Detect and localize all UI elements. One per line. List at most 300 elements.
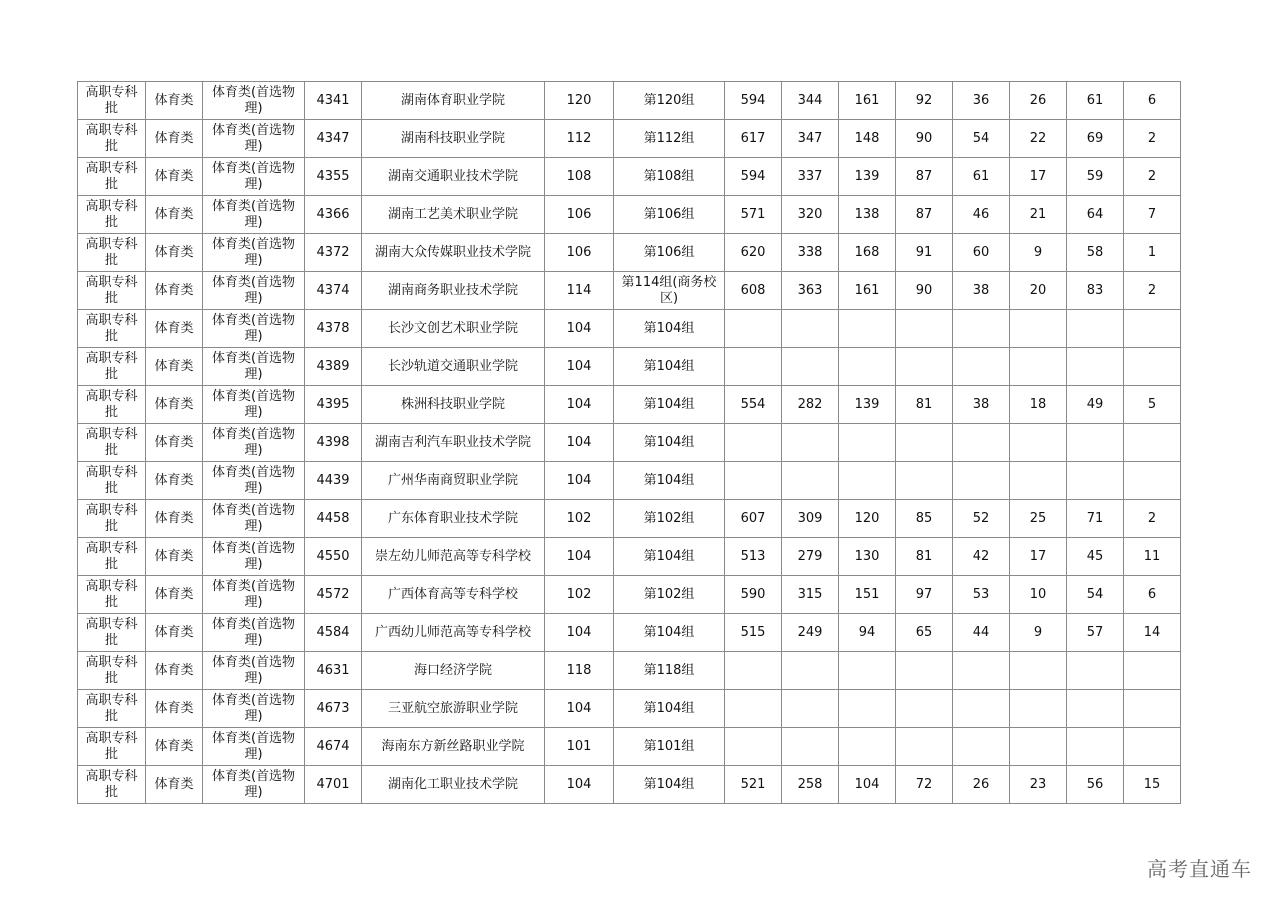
table-cell: 第104组 xyxy=(614,424,725,462)
table-cell xyxy=(839,310,896,348)
table-cell: 26 xyxy=(1010,82,1067,120)
table-cell: 101 xyxy=(545,728,614,766)
table-cell xyxy=(1124,348,1181,386)
table-cell: 59 xyxy=(1067,158,1124,196)
table-cell: 72 xyxy=(896,766,953,804)
table-row xyxy=(78,234,1181,272)
table-row xyxy=(78,462,1181,500)
table-cell: 体育类(首选物理) xyxy=(203,424,305,462)
table-cell: 第104组 xyxy=(614,310,725,348)
table-cell: 90 xyxy=(896,272,953,310)
table-cell: 广西幼儿师范高等专科学校 xyxy=(362,614,545,652)
table-cell: 广西体育高等专科学校 xyxy=(362,576,545,614)
table-cell: 594 xyxy=(725,82,782,120)
table-cell: 38 xyxy=(953,272,1010,310)
table-cell: 第104组 xyxy=(614,614,725,652)
table-cell xyxy=(839,348,896,386)
table-cell: 106 xyxy=(545,196,614,234)
table-cell xyxy=(1067,310,1124,348)
table-cell xyxy=(1067,348,1124,386)
table-cell: 高职专科批 xyxy=(78,234,146,272)
table-cell: 高职专科批 xyxy=(78,158,146,196)
table-cell: 168 xyxy=(839,234,896,272)
table-cell xyxy=(782,348,839,386)
table-cell: 114 xyxy=(545,272,614,310)
table-cell xyxy=(1010,348,1067,386)
table-cell: 104 xyxy=(545,424,614,462)
table-cell: 体育类 xyxy=(146,766,203,804)
table-cell xyxy=(839,424,896,462)
table-cell: 21 xyxy=(1010,196,1067,234)
table-cell: 10 xyxy=(1010,576,1067,614)
table-cell: 104 xyxy=(545,690,614,728)
table-cell: 138 xyxy=(839,196,896,234)
table-cell: 高职专科批 xyxy=(78,728,146,766)
table-cell: 体育类(首选物理) xyxy=(203,348,305,386)
table-cell: 52 xyxy=(953,500,1010,538)
table-cell: 4389 xyxy=(305,348,362,386)
table-cell: 湖南大众传媒职业技术学院 xyxy=(362,234,545,272)
table-cell: 4372 xyxy=(305,234,362,272)
table-cell: 4341 xyxy=(305,82,362,120)
table-cell: 4673 xyxy=(305,690,362,728)
table-cell: 104 xyxy=(545,310,614,348)
table-cell xyxy=(1010,728,1067,766)
table-cell: 60 xyxy=(953,234,1010,272)
table-cell: 2 xyxy=(1124,500,1181,538)
table-cell: 97 xyxy=(896,576,953,614)
table-cell: 高职专科批 xyxy=(78,690,146,728)
table-cell xyxy=(1067,462,1124,500)
table-cell: 337 xyxy=(782,158,839,196)
table-row xyxy=(78,158,1181,196)
table-cell: 7 xyxy=(1124,196,1181,234)
table-cell: 体育类 xyxy=(146,652,203,690)
table-row xyxy=(78,196,1181,234)
table-cell xyxy=(725,728,782,766)
table-cell: 高职专科批 xyxy=(78,652,146,690)
table-cell: 4378 xyxy=(305,310,362,348)
table-cell: 4366 xyxy=(305,196,362,234)
table-cell: 体育类(首选物理) xyxy=(203,766,305,804)
table-cell: 4395 xyxy=(305,386,362,424)
table-row xyxy=(78,500,1181,538)
table-cell: 20 xyxy=(1010,272,1067,310)
table-cell: 130 xyxy=(839,538,896,576)
table-row xyxy=(78,690,1181,728)
table-cell: 体育类(首选物理) xyxy=(203,310,305,348)
table-cell: 体育类 xyxy=(146,576,203,614)
table-cell: 608 xyxy=(725,272,782,310)
table-cell: 258 xyxy=(782,766,839,804)
table-cell: 海南东方新丝路职业学院 xyxy=(362,728,545,766)
table-row xyxy=(78,766,1181,804)
table-cell: 湖南商务职业技术学院 xyxy=(362,272,545,310)
table-cell: 体育类(首选物理) xyxy=(203,690,305,728)
table-cell: 282 xyxy=(782,386,839,424)
table-cell: 61 xyxy=(953,158,1010,196)
table-cell: 344 xyxy=(782,82,839,120)
table-cell: 广东体育职业技术学院 xyxy=(362,500,545,538)
table-cell: 87 xyxy=(896,196,953,234)
table-cell: 体育类 xyxy=(146,728,203,766)
table-cell xyxy=(1067,652,1124,690)
table-cell: 体育类 xyxy=(146,158,203,196)
table-cell: 22 xyxy=(1010,120,1067,158)
table-cell xyxy=(725,652,782,690)
table-cell: 65 xyxy=(896,614,953,652)
table-cell xyxy=(1067,424,1124,462)
table-cell: 体育类 xyxy=(146,82,203,120)
table-cell: 广州华南商贸职业学院 xyxy=(362,462,545,500)
table-cell xyxy=(1124,310,1181,348)
admissions-table xyxy=(77,81,1181,804)
table-cell xyxy=(782,462,839,500)
table-row xyxy=(78,728,1181,766)
table-cell: 112 xyxy=(545,120,614,158)
table-cell: 第102组 xyxy=(614,576,725,614)
table-cell: 26 xyxy=(953,766,1010,804)
table-cell xyxy=(782,310,839,348)
table-cell: 69 xyxy=(1067,120,1124,158)
table-cell: 高职专科批 xyxy=(78,424,146,462)
table-cell xyxy=(725,690,782,728)
table-body xyxy=(78,82,1181,804)
table-cell xyxy=(1124,652,1181,690)
table-cell: 42 xyxy=(953,538,1010,576)
table-cell xyxy=(782,728,839,766)
table-cell: 17 xyxy=(1010,158,1067,196)
table-cell: 第112组 xyxy=(614,120,725,158)
table-cell: 第104组 xyxy=(614,538,725,576)
table-cell: 571 xyxy=(725,196,782,234)
table-cell: 体育类(首选物理) xyxy=(203,158,305,196)
table-cell: 体育类(首选物理) xyxy=(203,386,305,424)
table-cell xyxy=(896,424,953,462)
table-cell: 54 xyxy=(953,120,1010,158)
table-cell: 4584 xyxy=(305,614,362,652)
table-cell: 23 xyxy=(1010,766,1067,804)
table-cell: 2 xyxy=(1124,272,1181,310)
table-cell: 363 xyxy=(782,272,839,310)
table-cell xyxy=(839,690,896,728)
watermark-text: 高考直通车 xyxy=(1147,857,1252,881)
table-cell xyxy=(725,424,782,462)
table-row xyxy=(78,424,1181,462)
table-cell: 161 xyxy=(839,82,896,120)
table-cell xyxy=(1067,728,1124,766)
table-cell: 高职专科批 xyxy=(78,272,146,310)
table-cell: 4674 xyxy=(305,728,362,766)
table-cell: 体育类 xyxy=(146,462,203,500)
table-cell: 体育类 xyxy=(146,196,203,234)
table-cell: 148 xyxy=(839,120,896,158)
table-cell: 104 xyxy=(545,386,614,424)
table-cell: 6 xyxy=(1124,82,1181,120)
table-cell xyxy=(953,310,1010,348)
table-cell: 94 xyxy=(839,614,896,652)
table-cell: 高职专科批 xyxy=(78,614,146,652)
table-cell: 4550 xyxy=(305,538,362,576)
table-cell xyxy=(782,652,839,690)
table-cell: 4398 xyxy=(305,424,362,462)
table-cell: 体育类 xyxy=(146,348,203,386)
table-cell xyxy=(953,652,1010,690)
table-cell: 6 xyxy=(1124,576,1181,614)
table-cell: 49 xyxy=(1067,386,1124,424)
table-cell: 体育类(首选物理) xyxy=(203,272,305,310)
table-row xyxy=(78,614,1181,652)
table-cell: 体育类(首选物理) xyxy=(203,120,305,158)
table-cell xyxy=(725,348,782,386)
table-cell: 湖南吉利汽车职业技术学院 xyxy=(362,424,545,462)
table-cell xyxy=(1124,462,1181,500)
table-cell: 体育类(首选物理) xyxy=(203,538,305,576)
table-cell: 第102组 xyxy=(614,500,725,538)
table-cell: 85 xyxy=(896,500,953,538)
table-cell: 118 xyxy=(545,652,614,690)
table-cell: 体育类(首选物理) xyxy=(203,614,305,652)
table-cell: 315 xyxy=(782,576,839,614)
table-cell: 104 xyxy=(545,766,614,804)
table-cell: 71 xyxy=(1067,500,1124,538)
table-cell: 高职专科批 xyxy=(78,576,146,614)
table-cell xyxy=(839,462,896,500)
table-cell: 90 xyxy=(896,120,953,158)
table-cell xyxy=(953,462,1010,500)
table-cell: 4347 xyxy=(305,120,362,158)
table-cell xyxy=(782,690,839,728)
table-cell: 4631 xyxy=(305,652,362,690)
table-cell: 61 xyxy=(1067,82,1124,120)
table-cell: 高职专科批 xyxy=(78,120,146,158)
table-cell: 11 xyxy=(1124,538,1181,576)
table-cell xyxy=(896,462,953,500)
table-cell: 44 xyxy=(953,614,1010,652)
table-cell: 4439 xyxy=(305,462,362,500)
table-cell xyxy=(953,728,1010,766)
table-cell: 15 xyxy=(1124,766,1181,804)
table-cell: 46 xyxy=(953,196,1010,234)
table-row xyxy=(78,386,1181,424)
table-cell: 25 xyxy=(1010,500,1067,538)
table-cell: 120 xyxy=(545,82,614,120)
table-cell xyxy=(725,462,782,500)
table-cell: 长沙轨道交通职业学院 xyxy=(362,348,545,386)
table-cell: 104 xyxy=(545,614,614,652)
table-cell: 体育类(首选物理) xyxy=(203,234,305,272)
table-cell: 38 xyxy=(953,386,1010,424)
table-cell: 体育类(首选物理) xyxy=(203,728,305,766)
table-cell xyxy=(1010,424,1067,462)
table-cell: 高职专科批 xyxy=(78,386,146,424)
table-cell xyxy=(1124,690,1181,728)
table-cell: 279 xyxy=(782,538,839,576)
table-cell: 9 xyxy=(1010,614,1067,652)
table-cell: 104 xyxy=(839,766,896,804)
table-cell: 体育类(首选物理) xyxy=(203,576,305,614)
table-cell: 长沙文创艺术职业学院 xyxy=(362,310,545,348)
table-cell xyxy=(1010,310,1067,348)
table-cell: 309 xyxy=(782,500,839,538)
table-cell xyxy=(953,424,1010,462)
table-cell: 139 xyxy=(839,158,896,196)
table-cell: 57 xyxy=(1067,614,1124,652)
table-row xyxy=(78,272,1181,310)
table-row xyxy=(78,576,1181,614)
table-cell: 521 xyxy=(725,766,782,804)
table-cell: 体育类 xyxy=(146,386,203,424)
table-cell: 第104组 xyxy=(614,348,725,386)
table-cell: 104 xyxy=(545,538,614,576)
table-cell: 第114组(商务校区) xyxy=(614,272,725,310)
table-cell: 第104组 xyxy=(614,766,725,804)
table-cell: 高职专科批 xyxy=(78,462,146,500)
table-cell: 湖南体育职业学院 xyxy=(362,82,545,120)
table-cell: 139 xyxy=(839,386,896,424)
table-cell: 体育类(首选物理) xyxy=(203,500,305,538)
table-cell: 594 xyxy=(725,158,782,196)
table-cell: 体育类 xyxy=(146,120,203,158)
table-cell xyxy=(839,652,896,690)
table-cell: 体育类(首选物理) xyxy=(203,652,305,690)
table-cell: 三亚航空旅游职业学院 xyxy=(362,690,545,728)
table-cell: 320 xyxy=(782,196,839,234)
table-cell: 4374 xyxy=(305,272,362,310)
table-cell: 体育类(首选物理) xyxy=(203,82,305,120)
table-cell: 45 xyxy=(1067,538,1124,576)
table-cell: 湖南工艺美术职业学院 xyxy=(362,196,545,234)
table-cell: 83 xyxy=(1067,272,1124,310)
table-cell: 体育类 xyxy=(146,424,203,462)
table-cell: 54 xyxy=(1067,576,1124,614)
table-cell: 体育类 xyxy=(146,310,203,348)
table-cell: 87 xyxy=(896,158,953,196)
table-cell: 161 xyxy=(839,272,896,310)
table-cell: 第118组 xyxy=(614,652,725,690)
table-cell: 102 xyxy=(545,500,614,538)
table-cell xyxy=(1010,462,1067,500)
table-cell: 620 xyxy=(725,234,782,272)
table-cell: 高职专科批 xyxy=(78,538,146,576)
table-row xyxy=(78,348,1181,386)
table-cell: 554 xyxy=(725,386,782,424)
table-cell xyxy=(896,310,953,348)
table-cell: 湖南交通职业技术学院 xyxy=(362,158,545,196)
table-cell: 高职专科批 xyxy=(78,196,146,234)
table-cell xyxy=(896,348,953,386)
table-row xyxy=(78,652,1181,690)
table-cell: 14 xyxy=(1124,614,1181,652)
table-cell: 607 xyxy=(725,500,782,538)
table-cell: 体育类 xyxy=(146,538,203,576)
table-cell: 81 xyxy=(896,386,953,424)
table-cell: 106 xyxy=(545,234,614,272)
table-cell: 体育类 xyxy=(146,614,203,652)
table-cell xyxy=(896,690,953,728)
table-cell: 151 xyxy=(839,576,896,614)
table-cell: 64 xyxy=(1067,196,1124,234)
table-cell: 104 xyxy=(545,462,614,500)
table-cell: 第108组 xyxy=(614,158,725,196)
table-cell xyxy=(1010,690,1067,728)
table-cell: 2 xyxy=(1124,158,1181,196)
table-cell xyxy=(953,348,1010,386)
table-cell: 高职专科批 xyxy=(78,82,146,120)
table-cell: 体育类 xyxy=(146,272,203,310)
table-cell: 高职专科批 xyxy=(78,500,146,538)
table-cell xyxy=(839,728,896,766)
table-cell: 102 xyxy=(545,576,614,614)
table-row xyxy=(78,538,1181,576)
table-cell: 4355 xyxy=(305,158,362,196)
table-cell: 249 xyxy=(782,614,839,652)
table-cell: 体育类(首选物理) xyxy=(203,196,305,234)
table-cell xyxy=(1124,728,1181,766)
table-cell: 53 xyxy=(953,576,1010,614)
table-cell: 590 xyxy=(725,576,782,614)
table-row xyxy=(78,120,1181,158)
table-cell: 高职专科批 xyxy=(78,310,146,348)
table-cell xyxy=(953,690,1010,728)
table-cell: 4701 xyxy=(305,766,362,804)
table-cell: 9 xyxy=(1010,234,1067,272)
table-cell: 36 xyxy=(953,82,1010,120)
table-cell: 体育类 xyxy=(146,500,203,538)
table-cell: 1 xyxy=(1124,234,1181,272)
table-row xyxy=(78,310,1181,348)
table-cell: 体育类 xyxy=(146,690,203,728)
table-cell: 58 xyxy=(1067,234,1124,272)
table-cell: 92 xyxy=(896,82,953,120)
table-cell: 湖南化工职业技术学院 xyxy=(362,766,545,804)
table-cell: 第101组 xyxy=(614,728,725,766)
table-cell: 513 xyxy=(725,538,782,576)
table-cell: 617 xyxy=(725,120,782,158)
table-cell: 4572 xyxy=(305,576,362,614)
table-cell xyxy=(1067,690,1124,728)
table-cell: 18 xyxy=(1010,386,1067,424)
table-cell: 5 xyxy=(1124,386,1181,424)
table-cell: 81 xyxy=(896,538,953,576)
table-cell: 崇左幼儿师范高等专科学校 xyxy=(362,538,545,576)
table-cell: 第104组 xyxy=(614,462,725,500)
table-cell: 高职专科批 xyxy=(78,766,146,804)
table-row xyxy=(78,82,1181,120)
table-cell xyxy=(725,310,782,348)
table-cell xyxy=(1124,424,1181,462)
table-cell xyxy=(782,424,839,462)
table-cell: 第104组 xyxy=(614,386,725,424)
table-cell: 347 xyxy=(782,120,839,158)
table-cell: 第106组 xyxy=(614,234,725,272)
table-cell: 56 xyxy=(1067,766,1124,804)
table-cell: 第120组 xyxy=(614,82,725,120)
table-cell: 第104组 xyxy=(614,690,725,728)
table-cell: 体育类 xyxy=(146,234,203,272)
table-cell: 104 xyxy=(545,348,614,386)
table-cell: 515 xyxy=(725,614,782,652)
table-cell xyxy=(1010,652,1067,690)
table-cell: 海口经济学院 xyxy=(362,652,545,690)
table-cell: 高职专科批 xyxy=(78,348,146,386)
table-cell: 4458 xyxy=(305,500,362,538)
table-cell: 湖南科技职业学院 xyxy=(362,120,545,158)
table-cell: 第106组 xyxy=(614,196,725,234)
table-cell: 2 xyxy=(1124,120,1181,158)
table-cell: 108 xyxy=(545,158,614,196)
table-cell: 体育类(首选物理) xyxy=(203,462,305,500)
